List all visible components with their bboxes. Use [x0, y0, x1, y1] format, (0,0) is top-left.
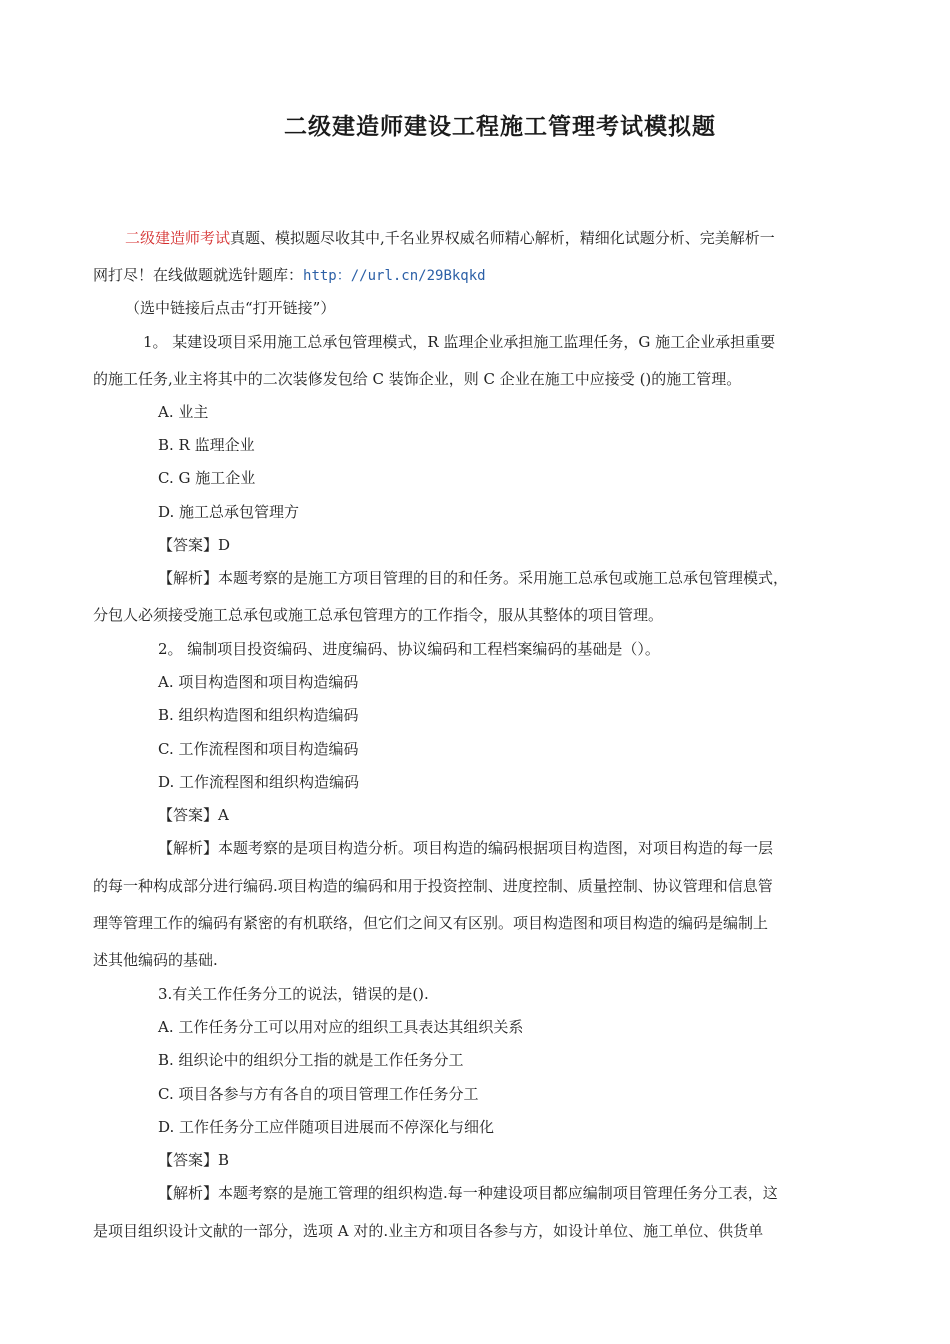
q3-stem-1: 3.有关工作任务分工的说法，错误的是().: [158, 985, 429, 1003]
q3-option-c: C. 项目各参与方有各自的项目管理工作任务分工: [158, 1085, 479, 1103]
q1-analysis-1: 【解析】本题考察的是施工方项目管理的目的和任务。采用施工总承包或施工总承包管理模式，: [158, 569, 789, 587]
q2-option-a: A. 项目构造图和项目构造编码: [158, 673, 359, 691]
q2-stem-1: 2。 编制项目投资编码、进度编码、协议编码和工程档案编码的基础是（）。: [158, 640, 660, 658]
link-hint: （选中链接后点击“打开链接”）: [125, 299, 336, 317]
q2-option-b: B. 组织构造图和组织构造编码: [158, 706, 359, 724]
q2-answer: 【答案】A: [158, 806, 229, 824]
q3-analysis-2: 是项目组织设计文献的一部分，选项 A 对的.业主方和项目各参与方，如设计单位、施工单位、供货单: [93, 1222, 764, 1240]
q2-option-c: C. 工作流程图和项目构造编码: [158, 740, 359, 758]
q2-analysis-2: 的每一种构成部分进行编码.项目构造的编码和用于投资控制、进度控制、质量控制、协议管理和信息管: [93, 877, 773, 895]
q2-analysis-3: 理等管理工作的编码有紧密的有机联络，但它们之间又有区别。项目构造图和项目构造的编码是编制上: [93, 914, 769, 932]
intro-line-1: [125, 228, 775, 248]
q1-option-c: C. G 施工企业: [158, 469, 256, 487]
q1-stem-2: 的施工任务,业主将其中的二次装修发包给 C 装饰企业，则 C 企业在施工中应接受 ()的施工管理。: [93, 370, 742, 388]
page-title: 二级建造师建设工程施工管理考试模拟题: [284, 114, 716, 140]
intro-text-2: 网打尽！在线做题就选针题库：: [93, 266, 304, 284]
q3-analysis-1: 【解析】本题考察的是施工管理的组织构造.每一种建设项目都应编制项目管理任务分工表，这: [158, 1184, 778, 1202]
q1-option-d: D. 施工总承包管理方: [158, 503, 300, 521]
exam-link[interactable]: 二级建造师考试: [125, 229, 231, 247]
q1-option-a: A. 业主: [158, 403, 209, 421]
q1-option-b: B. R 监理企业: [158, 436, 255, 454]
intro-line-2: [93, 265, 486, 286]
q1-analysis-2: 分包人必须接受施工总承包或施工总承包管理方的工作指令，服从其整体的项目管理。: [93, 606, 664, 624]
q2-analysis-4: 述其他编码的基础.: [93, 951, 218, 969]
q1-answer: 【答案】D: [158, 536, 231, 554]
q3-option-b: B. 组织论中的组织分工指的就是工作任务分工: [158, 1051, 464, 1069]
intro-text-1: 真题、模拟题尽收其中,千名业界权威名师精心解析，精细化试题分析、完美解析一: [230, 229, 775, 247]
q2-option-d: D. 工作流程图和组织构造编码: [158, 773, 360, 791]
q1-stem-1: 1。 某建设项目采用施工总承包管理模式，R 监理企业承担施工监理任务，G 施工企业承担重要: [143, 333, 776, 351]
q2-analysis-1: 【解析】本题考察的是项目构造分析。项目构造的编码根据项目构造图，对项目构造的每一层: [158, 839, 774, 857]
question-bank-url[interactable]: http：//url.cn/29Bkqkd: [303, 268, 486, 284]
q3-option-a: A. 工作任务分工可以用对应的组织工具表达其组织关系: [158, 1018, 524, 1036]
q3-answer: 【答案】B: [158, 1151, 230, 1169]
q3-option-d: D. 工作任务分工应伴随项目进展而不停深化与细化: [158, 1118, 495, 1136]
